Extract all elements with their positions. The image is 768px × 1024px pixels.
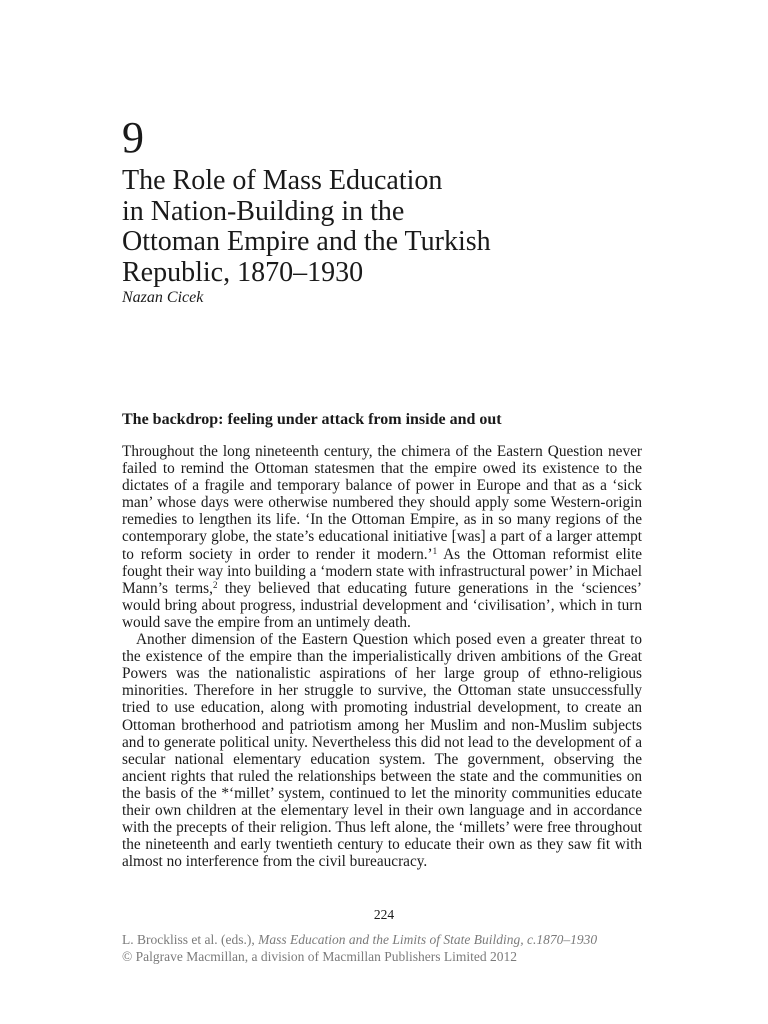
body-text (122, 443, 642, 870)
chapter-title-line: Ottoman Empire and the Turkish (122, 226, 491, 257)
citation-book-title: Mass Education and the Limits of State Building, c.1870–1930 (258, 932, 598, 947)
chapter-title-line: in Nation-Building in the (122, 195, 405, 227)
chapter-number: 9 (122, 113, 144, 162)
chapter-title-line: The Role of Mass Education (122, 165, 443, 196)
page-number: 224 (373, 907, 395, 922)
chapter-title-line: Republic, 1870–1930 (122, 256, 364, 288)
paragraph: Another dimension of the Eastern Question which posed even a greater threat to the existence of the empire than the imperialistically driven ambitions of the Great Powers was the nationalistic aspirations of her large group of ethno-religious minorities. Therefore in her struggle to survive, the Ottoman state unsuccessfully tried to use education, along with promoting industrial development, to create an Ottoman brotherhood and patriotism among her Muslim and non-Muslim subjects and to generate political unity. Nevertheless this did not lead to the development of a secular national elementary education system. The government, observing the ancient rights that ruled the relationships between the state and the communities on the basis of the *‘millet’ system, continued to let the minority communities educate their own children at the elementary level in their own language and in accordance with the precepts of their religion. Thus left alone, the ‘millets’ were free throughout the nineteenth and early twentieth century to educate their own as they saw fit with almost no interference from the civil bureaucracy. (122, 631, 642, 871)
paragraph (122, 443, 642, 631)
paragraph-text: they believed that educating future generations in the ‘sciences’ would bring about progress, industrial development and ‘civilisation’, which in turn would save the empire from an untimely death. (122, 579, 642, 631)
footnote-marker: 1 (432, 545, 438, 556)
citation-line (122, 931, 597, 948)
paragraph-text: As the Ottoman reformist elite fought their way into building a ‘modern state with infrastructural power’ in Michael Mann’s terms, (122, 545, 642, 597)
citation-footer (122, 931, 597, 965)
citation-editors: L. Brockliss et al. (eds.), (122, 932, 259, 947)
copyright-line: © Palgrave Macmillan, a division of Macmillan Publishers Limited 2012 (122, 949, 517, 964)
footnote-marker: 2 (212, 579, 218, 590)
author-name: Nazan Cicek (122, 289, 204, 306)
chapter-title (122, 166, 642, 288)
paragraph-text: Throughout the long nineteenth century, the chimera of the Eastern Question never failed to remind the Ottoman statesmen that the empire owed its existence to the dictates of a fragile and temporary balance of power in Europe and that as a ‘sick man’ whose days were otherwise numbered they should apply some Western-origin remedies to lengthen its life. ‘In the Ottoman Empire, as in so many regions of the contemporary globe, the state’s educational initiative [was] a part of a larger attempt to reform society in order to render it modern.’ (122, 443, 642, 563)
section-heading: The backdrop: feeling under attack from inside and out (122, 411, 502, 428)
